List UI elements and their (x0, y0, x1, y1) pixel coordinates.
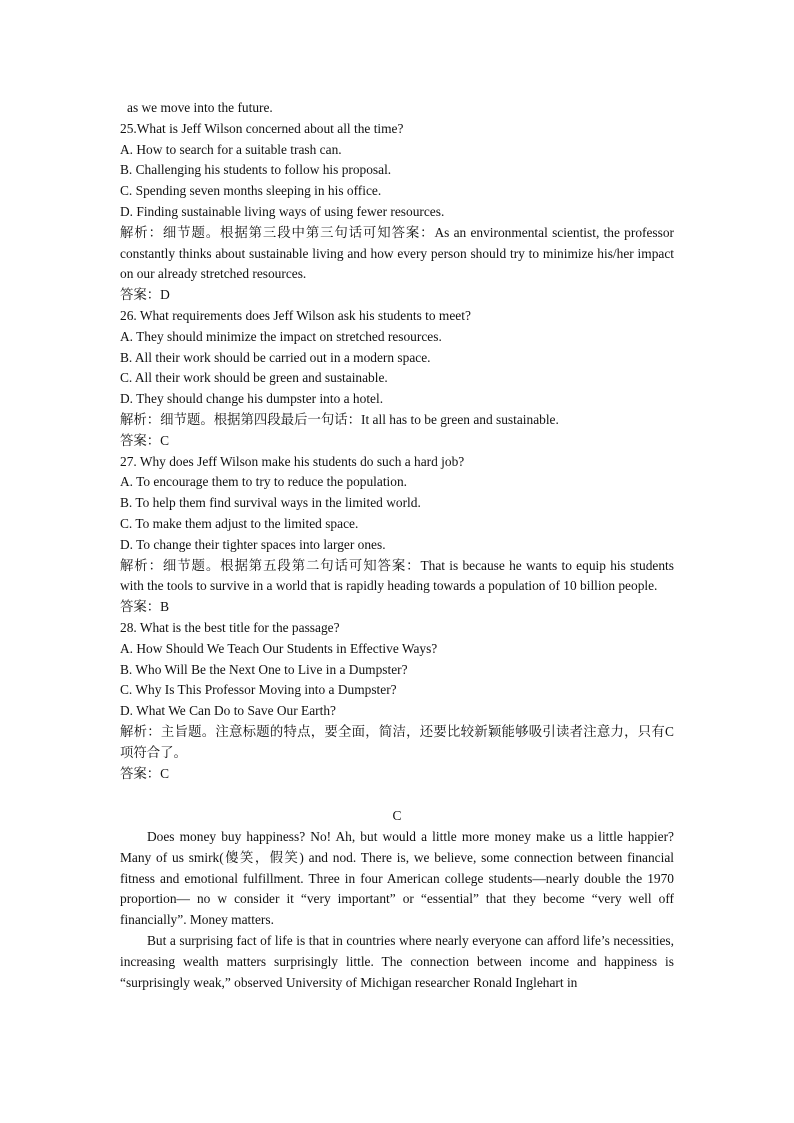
answer-text: 答案：B (120, 599, 170, 615)
option-b: B. To help them find survival ways in the limited world. (120, 495, 421, 511)
option-b: B. All their work should be carried out in a modern space. (120, 349, 431, 365)
question-26 (120, 306, 674, 452)
analysis-text: 解析：主旨题。注意标题的特点，要全面，简洁，还要比较新颖能够吸引读者注意力，只有C 项符合了。 (120, 723, 674, 760)
option-d: D. What We Can Do to Save Our Earth? (120, 703, 336, 719)
option-a: A. How Should We Teach Our Students in Effective Ways? (120, 640, 438, 656)
question-text: 26. What requirements does Jeff Wilson ask his students to meet? (120, 307, 471, 323)
question-28 (120, 618, 674, 784)
option-d: D. They should change his dumpster into a hotel. (120, 391, 384, 407)
document-page (120, 98, 674, 993)
option-c: C. Spending seven months sleeping in his office. (120, 183, 382, 199)
question-text: 27. Why does Jeff Wilson make his students do such a hard job? (120, 453, 465, 469)
option-c: C. Why Is This Professor Moving into a Dumpster? (120, 682, 397, 698)
passage-paragraph: Does money buy happiness? No! Ah, but would a little more money make us a little happier? Many of us smirk(傻笑，假笑) and nod. There is, we believe, some connection between financial fitness and emotional fulfillment. Three in four American college students—nearly double the 1970 proportion— no w consider it “very important” or “essential” that they become “very well off financially”. Money matters. (120, 829, 674, 928)
option-b: B. Challenging his students to follow his proposal. (120, 162, 392, 178)
question-27 (120, 452, 674, 618)
option-a: A. How to search for a suitable trash can. (120, 141, 342, 157)
question-25 (120, 119, 674, 306)
answer-text: 答案：C (120, 432, 170, 448)
option-b: B. Who Will Be the Next One to Live in a Dumpster? (120, 661, 408, 677)
option-a: A. They should minimize the impact on stretched resources. (120, 328, 442, 344)
section-heading: C (392, 808, 402, 824)
answer-text: 答案：C (120, 765, 170, 781)
option-a: A. To encourage them to try to reduce the population. (120, 474, 408, 490)
question-text: 25.What is Jeff Wilson concerned about all the time? (120, 120, 404, 136)
question-text: 28. What is the best title for the passage? (120, 619, 340, 635)
option-d: D. To change their tighter spaces into larger ones. (120, 536, 386, 552)
answer-text: 答案：D (120, 287, 170, 303)
option-c: C. To make them adjust to the limited space. (120, 515, 359, 531)
section-gap (120, 784, 674, 806)
intro-line: as we move into the future. (127, 100, 273, 115)
passage-paragraph: But a surprising fact of life is that in countries where nearly everyone can afford life’s necessities, increasing wealth matters surprisingly little. The connection between income and happiness is “surprisingly weak,” observed University of Michigan researcher Ronald Inglehart in (120, 933, 674, 990)
analysis-text: 解析：细节题。根据第四段最后一句话：It all has to be green and sustainable. (120, 411, 559, 427)
analysis-text: 解析：细节题。根据第五段第二句话可知答案：That is because he wants to equip his students with the tools to survive in a world that is rapidly heading towards a population of 10 billion people. (120, 557, 674, 594)
option-c: C. All their work should be green and sustainable. (120, 370, 388, 386)
option-d: D. Finding sustainable living ways of using fewer resources. (120, 203, 445, 219)
analysis-text: 解析：细节题。根据第三段中第三句话可知答案：As an environmental scientist, the professor constantly thinks about sustainable living and how every person should try to minimize his/her impact on our already stretched resources. (120, 224, 674, 282)
